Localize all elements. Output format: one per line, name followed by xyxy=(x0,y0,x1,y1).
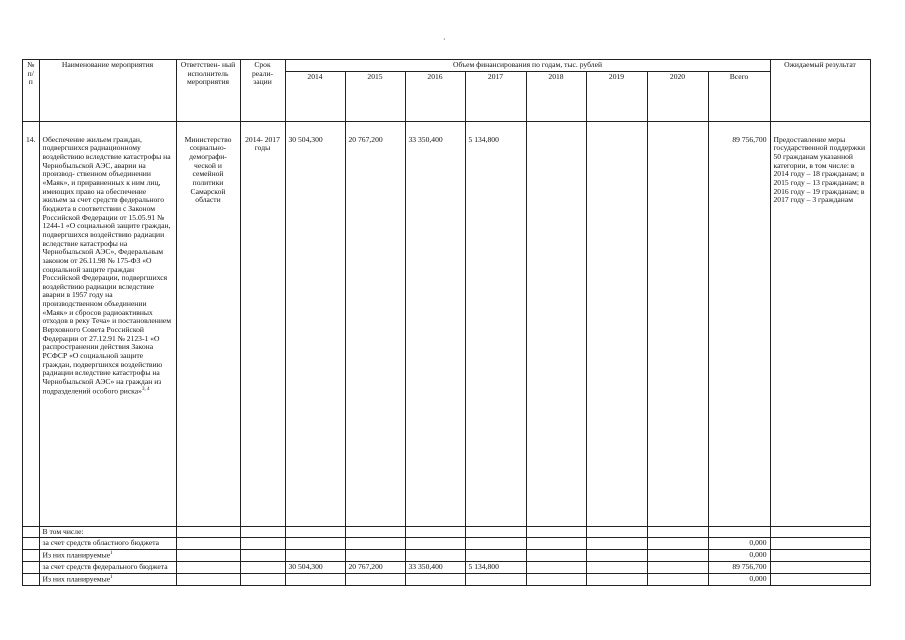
subrow-value-2020 xyxy=(647,562,708,574)
header-result: Ожидаемый результат xyxy=(770,60,870,122)
subrow-label xyxy=(39,526,176,538)
subrow-term xyxy=(240,538,285,550)
subrow-value-2017 xyxy=(465,526,526,538)
subrow-label xyxy=(39,573,176,585)
row-value-total: 89 756,700 xyxy=(708,121,770,526)
subrow-result xyxy=(770,549,870,561)
year-2020: 2020 xyxy=(647,71,708,121)
subrow-value-total: 0,000 xyxy=(708,573,770,585)
row-value-2018 xyxy=(526,121,586,526)
subrow-value-2017 xyxy=(465,538,526,550)
subrow-label-text: Из них планируемые xyxy=(42,550,111,560)
subrow-no xyxy=(23,573,40,585)
subrow-label-text: В том числе: xyxy=(42,526,84,536)
subrow-result xyxy=(770,573,870,585)
header-name: Наименование мероприятия xyxy=(39,60,176,122)
row-no: 14. xyxy=(23,121,40,526)
subrow-label xyxy=(39,562,176,574)
subrow-value-2015 xyxy=(345,538,405,550)
row-value-2017: 5 134,800 xyxy=(465,121,526,526)
subrow-term xyxy=(240,562,285,574)
subrow-value-2019 xyxy=(586,573,647,585)
subrow-value-2014: 30 504,300 xyxy=(285,562,345,574)
row-value-2014: 30 504,300 xyxy=(285,121,345,526)
subrow-value-total xyxy=(708,526,770,538)
header-responsible: Ответствен- ный исполнитель мероприятия xyxy=(176,60,240,122)
year-2014: 2014 xyxy=(285,71,345,121)
subrow-value-2015 xyxy=(345,526,405,538)
row-value-2019 xyxy=(586,121,647,526)
row-responsible: Министерство социально- демографи- ческой и семейной политики Самарской области xyxy=(176,121,240,526)
row-name xyxy=(39,121,176,526)
subrow xyxy=(23,549,871,561)
subrow-label xyxy=(39,549,176,561)
subrow-value-total: 0,000 xyxy=(708,549,770,561)
subrow-no xyxy=(23,562,40,574)
subrow-result xyxy=(770,562,870,574)
subrow-result xyxy=(770,526,870,538)
subrow-value-2020 xyxy=(647,549,708,561)
year-2016: 2016 xyxy=(405,71,465,121)
header-row xyxy=(23,60,871,72)
subrow-label xyxy=(39,538,176,550)
subrow xyxy=(23,562,871,574)
subrow-term xyxy=(240,573,285,585)
subrow-value-2016 xyxy=(405,573,465,585)
subrow-value-2018 xyxy=(526,538,586,550)
subrow-responsible xyxy=(176,538,240,550)
subrow-value-total: 0,000 xyxy=(708,538,770,550)
header-funding: Объем финансирования по годам, тыс. рублей xyxy=(285,60,770,72)
row-name-footnote: 3, 4 xyxy=(141,386,150,392)
subrow-term xyxy=(240,549,285,561)
subrow-value-total: 89 756,700 xyxy=(708,562,770,574)
funding-table xyxy=(22,59,871,586)
subrow-term xyxy=(240,526,285,538)
subrow-value-2020 xyxy=(647,526,708,538)
subrow-value-2019 xyxy=(586,538,647,550)
subrow-responsible xyxy=(176,549,240,561)
year-2015: 2015 xyxy=(345,71,405,121)
subrow-value-2014 xyxy=(285,526,345,538)
subrow-responsible xyxy=(176,573,240,585)
subrow-value-2019 xyxy=(586,562,647,574)
subrow-value-2020 xyxy=(647,538,708,550)
subrow-value-2017 xyxy=(465,549,526,561)
subrow-value-2016 xyxy=(405,538,465,550)
subrow-label-text: за счет средств областного бюджета xyxy=(42,538,159,548)
subrow-value-2018 xyxy=(526,562,586,574)
subrow-footnote: 1 xyxy=(110,550,113,556)
subrow-value-2014 xyxy=(285,538,345,550)
subrow-value-2015: 20 767,200 xyxy=(345,562,405,574)
subrow-value-2020 xyxy=(647,573,708,585)
subrow xyxy=(23,538,871,550)
year-2017: 2017 xyxy=(465,71,526,121)
row-term: 2014- 2017 годы xyxy=(240,121,285,526)
table-row xyxy=(23,121,871,526)
subrow-no xyxy=(23,549,40,561)
header-term: Срок реали- зации xyxy=(240,60,285,122)
row-result: Предоставление меры государственной поддержки 50 гражданам указанной категории, в том числе: в 2014 году – 18 гражданам; в 2015 году – 13 гражданам; в 2016 году – 19 гражданам; в 2017 году – 3 гражданам xyxy=(770,121,870,526)
subrow-value-2018 xyxy=(526,573,586,585)
subrow-value-2018 xyxy=(526,549,586,561)
subrow-responsible xyxy=(176,526,240,538)
year-total: Всего xyxy=(708,71,770,121)
page-mark: · xyxy=(443,35,446,44)
subrow-value-2015 xyxy=(345,573,405,585)
row-name-text: Обеспечение жильем граждан, подвергшихся радиационному воздействию вследствие катастрофы на Чернобыльской АЭС, аварии на производ- ственном объединении «Маяк», и приравненных к ним лиц, имеющих право на обеспечение жильем за счет средств федерального бюджета в соответствии с Законом Российской Федерации от 15.05.91 № 1244-1 «О социальной защите граждан, подвергшихся воздействию радиации вследствие катастрофы на Чернобыльской АЭС», Федеральным законом от 26.11.98 № 175-ФЗ «О социальной защите граждан Российской Федерации, подвергшихся воздействию радиации вследствие аварии в 1957 году на производственном объединении «Маяк» и сбросов радиоактивных отходов в реку Теча» и постановлением Верховного Совета Российской Федерации от 27.12.91 № 2123-1 «О распространении действия Закона РСФСР «О социальной защите граждан, подвергшихся воздействию радиации вследствие катастрофы на Чернобыльской АЭС» на граждан из подразделений особого риска» xyxy=(42,134,172,396)
subrow-responsible xyxy=(176,562,240,574)
subrow-value-2019 xyxy=(586,549,647,561)
subrow-value-2017 xyxy=(465,573,526,585)
subrow-value-2014 xyxy=(285,573,345,585)
subrow-no xyxy=(23,526,40,538)
subrow-result xyxy=(770,538,870,550)
subrow-value-2016 xyxy=(405,526,465,538)
year-2019: 2019 xyxy=(586,71,647,121)
subrow-footnote: 1 xyxy=(110,574,113,580)
subrow-value-2016 xyxy=(405,549,465,561)
subrow xyxy=(23,573,871,585)
subrow-value-2018 xyxy=(526,526,586,538)
header-no: № п/п xyxy=(23,60,40,122)
row-value-2020 xyxy=(647,121,708,526)
year-2018: 2018 xyxy=(526,71,586,121)
subrow xyxy=(23,526,871,538)
subrow-value-2014 xyxy=(285,549,345,561)
row-value-2015: 20 767,200 xyxy=(345,121,405,526)
subrow-value-2017: 5 134,800 xyxy=(465,562,526,574)
subrow-label-text: за счет средств федерального бюджета xyxy=(42,562,168,572)
row-value-2016: 33 350,400 xyxy=(405,121,465,526)
subrow-value-2019 xyxy=(586,526,647,538)
subrow-label-text: Из них планируемые xyxy=(42,574,111,584)
subrow-value-2016: 33 350,400 xyxy=(405,562,465,574)
subrow-no xyxy=(23,538,40,550)
subrow-value-2015 xyxy=(345,549,405,561)
